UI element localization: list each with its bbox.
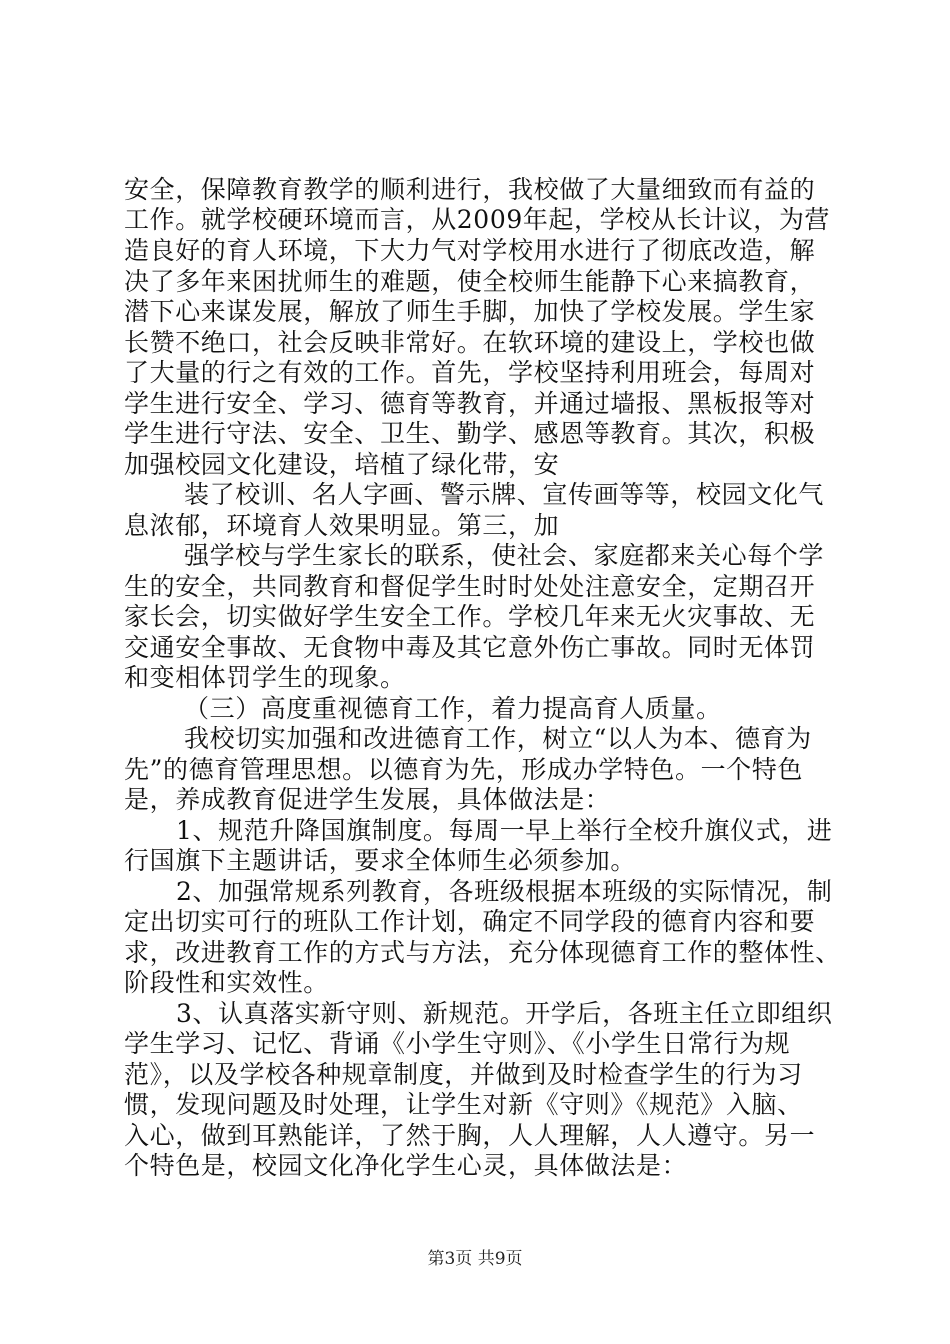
text-line: 求，改进教育工作的方式与方法，充分体现德育工作的整体性、: [124, 938, 841, 967]
text-line: 入心，做到耳熟能详，了然于胸，人人理解，人人遵守。另一: [124, 1121, 816, 1150]
text-line: 强学校与学生家长的联系，使社会、家庭都来关心每个学: [184, 541, 825, 570]
text-line: 学生学习、记忆、背诵《小学生守则》、《小学生日常行为规: [124, 1029, 791, 1058]
text-line: 交通安全事故、无食物中毒及其它意外伤亡事故。同时无体罚: [124, 633, 816, 662]
text-line: 学生进行安全、学习、德育等教育，并通过墙报、黑板报等对: [124, 389, 816, 418]
text-line: 潜下心来谋发展，解放了师生手脚，加快了学校发展。学生家: [124, 297, 816, 326]
text-line: 生的安全，共同教育和督促学生时时处处注意安全，定期召开: [124, 572, 816, 601]
text-line: 了大量的行之有效的工作。首先，学校坚持利用班会，每周对: [124, 358, 816, 387]
text-line: 惯，发现问题及时处理，让学生对新《守则》《规范》入脑、: [124, 1090, 803, 1119]
text-line: 1、规范升降国旗制度。每周一早上举行全校升旗仪式，进: [176, 816, 833, 845]
text-line: 息浓郁，环境育人效果明显。第三，加: [124, 511, 560, 540]
text-line: 个特色是，校园文化净化学生心灵，具体做法是：: [124, 1151, 688, 1180]
section-heading: （三）高度重视德育工作，着力提高育人质量。: [184, 694, 722, 723]
text-line: 和变相体罚学生的现象。: [124, 663, 406, 692]
text-line: 学生进行守法、安全、卫生、勤学、感恩等教育。其次，积极: [124, 419, 816, 448]
text-line: 我校切实加强和改进德育工作，树立“以人为本、德育为: [184, 724, 812, 753]
text-line: 阶段性和实效性。: [124, 968, 329, 997]
text-line: 2、加强常规系列教育，各班级根据本班级的实际情况，制: [176, 877, 833, 906]
text-line: 定出切实可行的班队工作计划，确定不同学段的德育内容和要: [124, 907, 816, 936]
text-line: 造良好的育人环境，下大力气对学校用水进行了彻底改造，解: [124, 236, 816, 265]
text-line: 装了校训、名人字画、警示牌、宣传画等等，校园文化气: [184, 480, 825, 509]
text-line: 加强校园文化建设，培植了绿化带，安: [124, 450, 560, 479]
text-line: 是，养成教育促进学生发展，具体做法是：: [124, 785, 611, 814]
text-line: 工作。就学校硬环境而言，从2009年起，学校从长计议，为营: [124, 205, 831, 234]
text-line: 决了多年来困扰师生的难题，使全校师生能静下心来搞教育，: [124, 267, 816, 296]
text-line: 3、认真落实新守则、新规范。开学后，各班主任立即组织: [176, 999, 833, 1028]
text-line: 行国旗下主题讲话，要求全体师生必须参加。: [124, 846, 637, 875]
page-footer: 第3页 共9页: [427, 1249, 523, 1269]
text-line: 安全，保障教育教学的顺利进行，我校做了大量细致而有益的: [124, 175, 816, 204]
text-line: 长赞不绝口，社会反映非常好。在软环境的建设上，学校也做: [124, 328, 816, 357]
text-line: 先”的德育管理思想。以德育为先，形成办学特色。一个特色: [124, 755, 803, 784]
text-line: 家长会，切实做好学生安全工作。学校几年来无火灾事故、无: [124, 602, 816, 631]
text-line: 范》，以及学校各种规章制度，并做到及时检查学生的行为习: [124, 1060, 803, 1089]
